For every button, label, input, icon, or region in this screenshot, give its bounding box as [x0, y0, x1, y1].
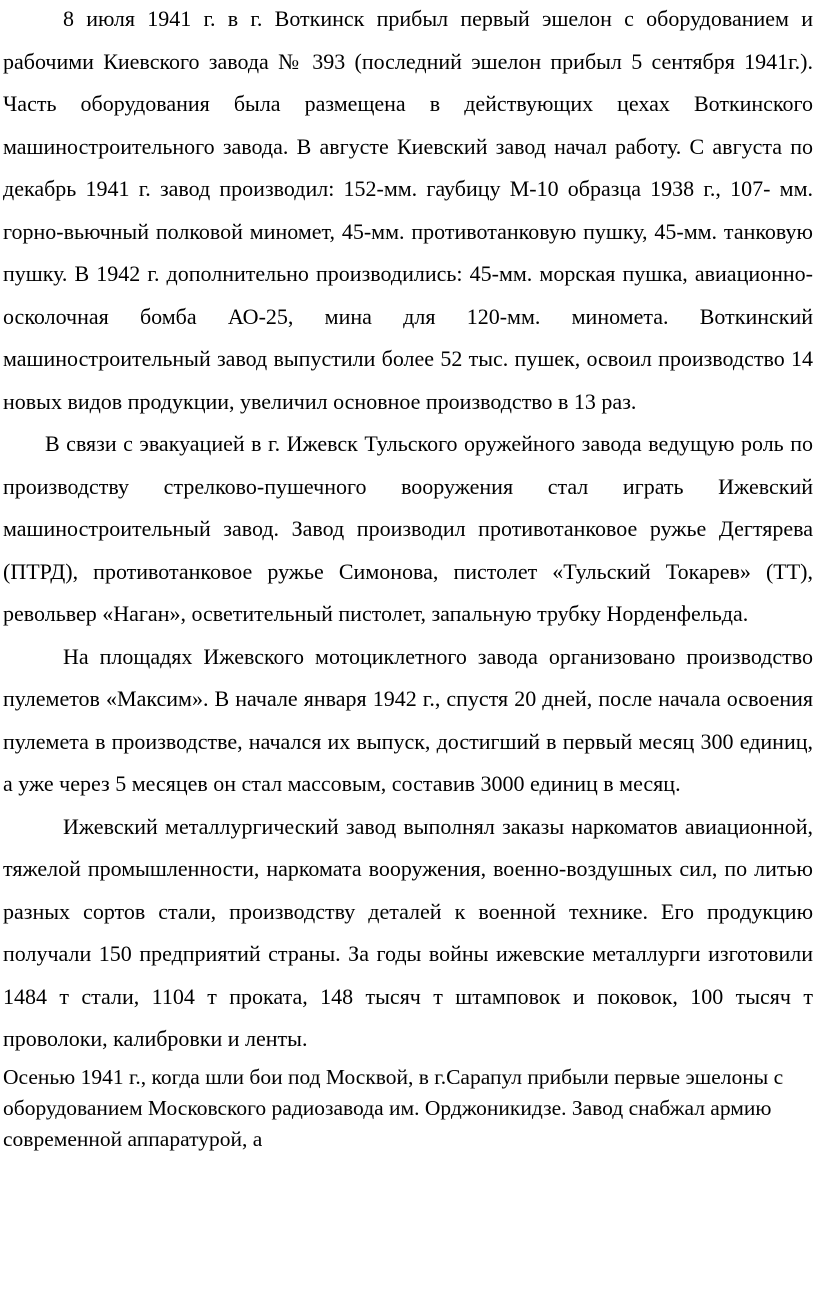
paragraph-votkinsk: 8 июля 1941 г. в г. Воткинск прибыл первый эшелон с оборудованием и рабочими Киевского завода № 393 (последний эшелон прибыл 5 сентября 1941г.). Часть оборудования была размещена в действующих цехах Воткинского машиностроительного завода. В августе Киевский завод начал работу. С августа по декабрь 1941 г. завод производил: 152-мм. гаубицу М-10 образца 1938 г., 107- мм. горно-вьючный полковой миномет, 45-мм. противотанковую пушку, 45-мм. танковую пушку. В 1942 г. дополнительно производились: 45-мм. морская пушка, авиационно-осколочная бомба АО-25, мина для 120-мм. миномета. Воткинский машиностроительный завод выпустили более 52 тыс. пушек, освоил производство 14 новых видов продукции, увеличил основное производство в 13 раз. — [3, 6, 813, 414]
paragraph-izhevsk-metallurgical-plant: Ижевский металлургический завод выполнял заказы наркоматов авиационной, тяжелой промышленности, наркомата вооружения, военно-воздушных сил, по литью разных сортов стали, производству деталей к военной технике. Его продукцию получали 150 предприятий страны. За годы войны ижевские металлурги изготовили 1484 т стали, 1104 т проката, 148 тысяч т штамповок и поковок, 100 тысяч т проволоки, калибровки и ленты. — [3, 813, 813, 1051]
paragraph-sarapul: Осенью 1941 г., когда шли бои под Москвой, в г.Сарапул прибыли первые эшелоны с оборудованием Московского радиозавода им. Орджоникидзе. Завод снабжал армию современной аппаратурой, а — [3, 1064, 784, 1151]
paragraph-izhevsk-motorcycle-plant: На площадях Ижевского мотоциклетного завода организовано производство пулеметов «Максим». В начале января 1942 г., спустя 20 дней, после начала освоения пулемета в производстве, начался их выпуск, достигший в первый месяц 300 единиц, а уже через 5 месяцев он стал массовым, составив 3000 единиц в месяц. — [3, 643, 813, 796]
paragraph-izhevsk-machine-plant: В связи с эвакуацией в г. Ижевск Тульского оружейного завода ведущую роль по производству стрелково-пушечного вооружения стал играть Ижевский машиностроительный завод. Завод производил противотанковое ружье Дегтярева (ПТРД), противотанковое ружье Симонова, пистолет «Тульский Токарев» (ТТ), револьвер «Наган», осветительный пистолет, запальную трубку Норденфельда. — [3, 431, 813, 626]
